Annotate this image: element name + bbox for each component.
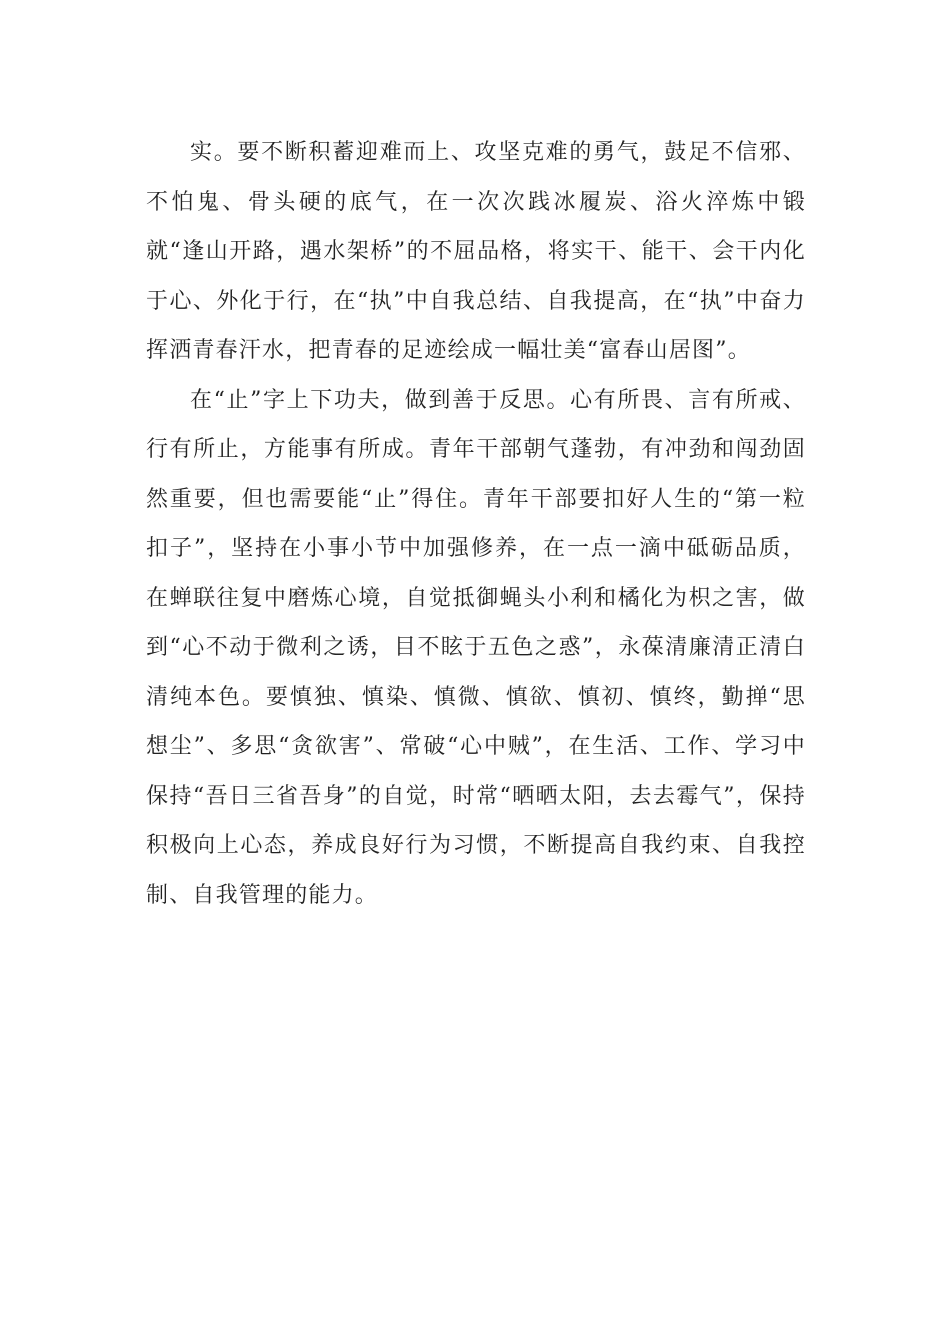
body-text [146,128,806,920]
paragraph-zhi: 在“止”字上下功夫，做到善于反思。心有所畏、言有所戒、行有所止，方能事有所成。青年干部朝气蓬勃，有冲劲和闯劲固然重要，但也需要能“止”得住。青年干部要扣好人生的“第一粒扣子”，坚持在小事小节中加强修养，在一点一滴中砥砺品质，在蝉联往复中磨炼心境，自觉抵御蝇头小利和橘化为枳之害，做到“心不动于微利之诱，目不眩于五色之惑”，永葆清廉清正清白清纯本色。要慎独、慎染、慎微、慎欲、慎初、慎终，勤掸“思想尘”、多思“贪欲害”、常破“心中贼”，在生活、工作、学习中保持“吾日三省吾身”的自觉，时常“晒晒太阳，去去霉气”，保持积极向上心态，养成良好行为习惯，不断提高自我约束、自我控制、自我管理的能力。 [146,387,806,908]
paragraph-continuation: 实。要不断积蓄迎难而上、攻坚克难的勇气，鼓足不信邪、不怕鬼、骨头硬的底气，在一次次践冰履炭、浴火淬炼中锻就“逢山开路，遇水架桥”的不屈品格，将实干、能干、会干内化于心、外化于行，在“执”中自我总结、自我提高，在“执”中奋力挥洒青春汗水，把青春的足迹绘成一幅壮美“富春山居图”。 [146,140,806,363]
